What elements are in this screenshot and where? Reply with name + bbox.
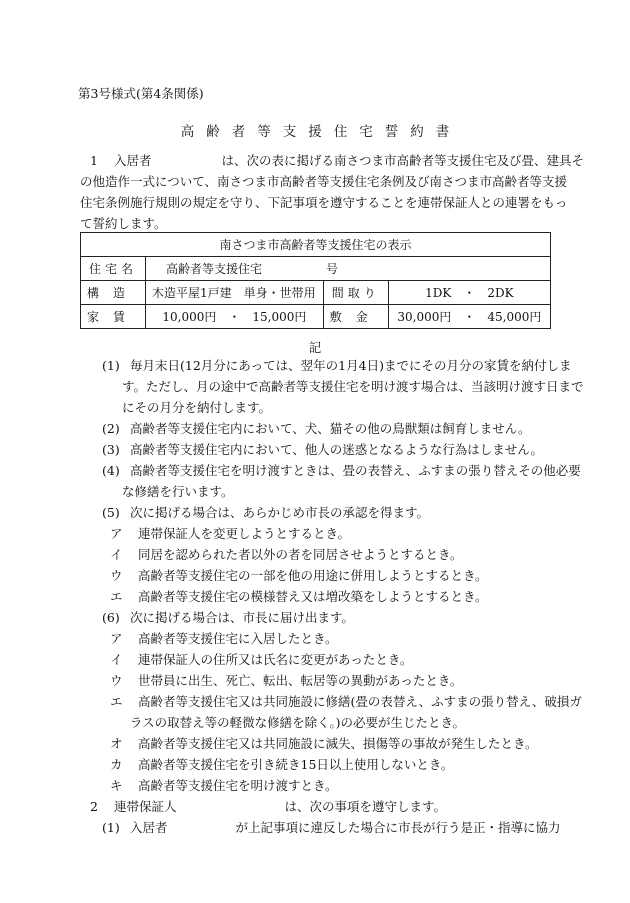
rent-label: 家賃 (81, 305, 146, 329)
sub-item: ウ 高齢者等支援住宅の一部を他の用途に併用しようとするとき。 (110, 568, 488, 583)
table-header: 南さつま市高齢者等支援住宅の表示 (81, 233, 551, 257)
table-row (81, 305, 551, 329)
sub-item: オ 高齢者等支援住宅又は共同施設に滅失、損傷等の事故が発生したとき。 (110, 736, 538, 751)
table-row (81, 281, 551, 305)
list-item: (1) 入居者 が上記事項に違反した場合に市長が行う是正・指導に協力 (102, 820, 561, 835)
sub-item-continued: ラスの取替え等の軽微な修繕を除く。)の必要が生じたとき。 (130, 715, 466, 730)
list-item: (1) 毎月末日(12月分にあっては、翌年の1月4日)までにその月分の家賃を納付しま (102, 358, 572, 373)
deposit-label: 敷金 (323, 305, 388, 329)
housing-name-cell: 高齢者等支援住宅 号 (146, 257, 551, 281)
sub-item: ア 連帯保証人を変更しようとするとき。 (110, 526, 351, 541)
list-item: (4) 高齢者等支援住宅を明け渡すときは、畳の表替え、ふすまの張り替えその他必要 (102, 463, 581, 478)
ki-heading: 記 (308, 340, 322, 355)
table-row (81, 257, 551, 281)
structure-label: 構造 (81, 281, 146, 305)
paragraph-1-line-3: 住宅条例施行規則の規定を守り、下記事項を遵守することを連帯保証人との連署をもっ (80, 195, 568, 210)
document-title: 高齢者等支援住宅誓約書 (180, 124, 462, 140)
items-list (80, 355, 584, 838)
list-item: (5) 次に掲げる場合は、あらかじめ市長の承認を得ます。 (102, 505, 430, 520)
list-item: (3) 高齢者等支援住宅内において、他人の迷惑となるような行為はしません。 (102, 442, 544, 457)
housing-name-label: 住宅名 (81, 257, 146, 281)
guarantor-label: 連帯保証人 (113, 799, 177, 814)
paragraph-1-line-2: の他造作一式について、南さつま市高齢者等支援住宅条例及び南さつま市高齢者等支援 (80, 174, 568, 189)
sub-item: キ 高齢者等支援住宅を明け渡すとき。 (110, 778, 338, 793)
floor-plan-label: 間取り (323, 281, 388, 305)
sub-item: カ 高齢者等支援住宅を引き続き15日以上使用しないとき。 (110, 757, 454, 772)
sub-item: ア 高齢者等支援住宅に入居したとき。 (110, 631, 338, 646)
rent-value: 10,000円 ・ 15,000円 (146, 305, 324, 329)
paragraph-number: 2 (90, 799, 98, 814)
list-item: (6) 次に掲げる場合は、市長に届け出ます。 (102, 610, 355, 625)
housing-number-suffix: 号 (326, 262, 339, 276)
floor-plan-value: 1DK ・ 2DK (388, 281, 550, 305)
paragraph-1-line-4: て誓約します。 (80, 216, 167, 231)
form-number: 第3号様式(第4条関係) (78, 86, 204, 101)
list-item-continued: す。ただし、月の途中で高齢者等支援住宅を明け渡す場合は、当該明け渡す日まで (122, 379, 584, 394)
paragraph-2: 2 連帯保証人 は、次の事項を遵守します。 (90, 799, 446, 814)
list-item: (2) 高齢者等支援住宅内において、犬、猫その他の鳥獣類は飼育しません。 (102, 421, 531, 436)
list-item-continued: な修繕を行います。 (122, 484, 234, 499)
housing-info-table (80, 232, 551, 329)
sub-item: エ 高齢者等支援住宅又は共同施設に修繕(畳の表替え、ふすまの張り替え、破損ガ (110, 694, 582, 709)
sub-item: イ 連帯保証人の住所又は氏名に変更があったとき。 (110, 652, 413, 667)
table-header-row (81, 233, 551, 257)
resident-label: 入居者 (113, 153, 152, 168)
sub-item: エ 高齢者等支援住宅の模様替え又は増改築をしようとするとき。 (110, 589, 488, 604)
paragraph-1-line-1: 1 入居者 は、次の表に掲げる南さつま市高齢者等支援住宅及び畳、建具そ (90, 153, 584, 168)
deposit-value: 30,000円 ・ 45,000円 (388, 305, 550, 329)
sub-item: イ 同居を認められた者以外の者を同居させようとするとき。 (110, 547, 463, 562)
sub-item: ウ 世帯員に出生、死亡、転出、転居等の異動があったとき。 (110, 673, 463, 688)
paragraph-1 (80, 150, 584, 234)
list-item-continued: にその月分を納付します。 (122, 400, 272, 415)
structure-value: 木造平屋1戸建 単身・世帯用 (146, 281, 324, 305)
paragraph-number: 1 (90, 153, 98, 168)
